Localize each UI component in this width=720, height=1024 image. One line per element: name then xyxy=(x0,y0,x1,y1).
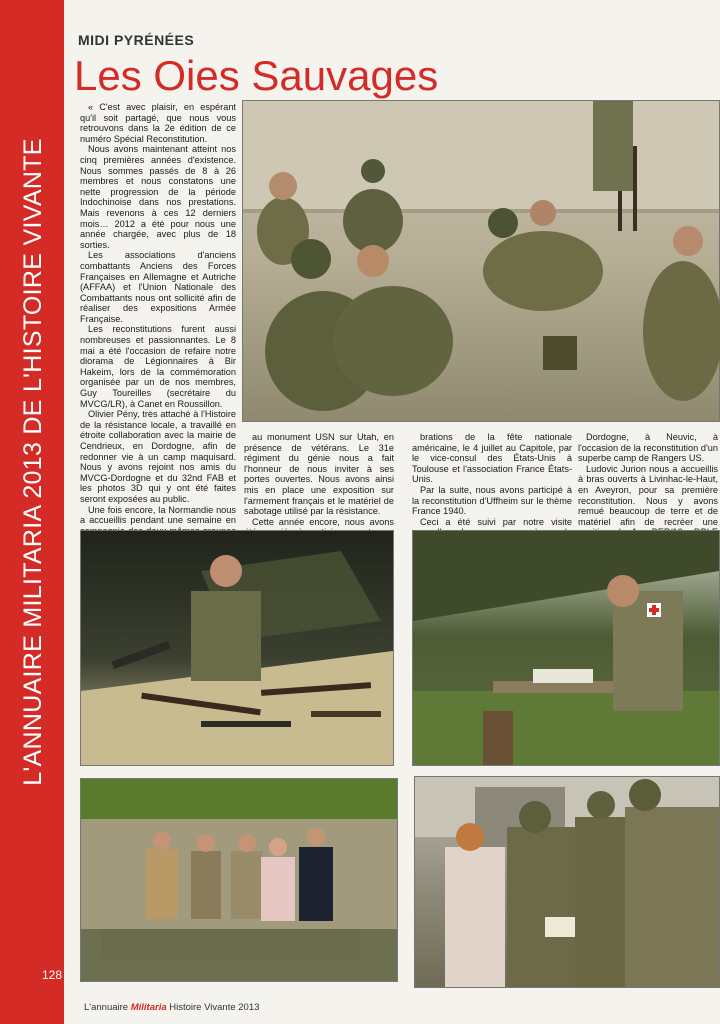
photo-weapons-display-image xyxy=(81,531,393,765)
paragraph: au monument USN sur Utah, en présence de vétérans. Le 31e régiment du génie nous a fait l'honneur de nous inviter à ses portes ouvertes. Nous avons ainsi mis en place une exposition sur l'armement français et le matériel de sabotage utilisé par la résistance. xyxy=(244,432,394,517)
paragraph: Une fois encore, la Normandie nous a accueillis pendant une semaine en xyxy=(80,504,236,526)
paragraph: Dordogne, à Neuvic, à l'occasion de la reconstitution d'un superbe camp de Rangers US. xyxy=(578,432,718,464)
footer-suffix: Histoire Vivante 2013 xyxy=(169,1002,260,1013)
article-column-2 xyxy=(244,432,394,532)
article-title: Les Oies Sauvages xyxy=(74,52,439,99)
photo-group-portrait-image xyxy=(81,779,397,981)
magazine-title-vertical: L'ANNUAIRE MILITARIA 2013 DE L'HISTOIRE VIVANTE xyxy=(19,138,47,786)
paragraph: Ludovic Jurion nous a accueillis à bras ouverts à Livinhac-le-Haut, en Aveyron, pour sa première reconstitution. Nous y avons remué beaucoup de terre et de matériel afin de recréer une xyxy=(578,463,718,527)
section-label: MIDI PYRÉNÉES xyxy=(78,32,195,48)
article-column-1 xyxy=(80,102,236,526)
page-number: 128 xyxy=(42,968,63,982)
photo-group-portrait xyxy=(80,778,398,982)
photo-soldiers-with-map xyxy=(414,776,720,988)
photo-soldiers-resting-image xyxy=(243,101,719,421)
article-column-3 xyxy=(412,432,572,532)
sidebar-band xyxy=(0,0,64,1024)
paragraph: Cette année encore, nous avons xyxy=(252,516,394,527)
paragraph: Par la suite, nous avons participé à la reconstitution d'Uffheim sur le thème France 1940. xyxy=(412,484,572,517)
paragraph: Nous avons maintenant atteint nos cinq premières années d'existence. Nous sommes passés de 8 à 26 membres et nous constatons une nette progression de la période Indochinoise dans nos prestations. Mais revenons à ces 12 derniers mois… 2012 a été pour nous une année chargée, avec plus de 18 sorties. xyxy=(80,144,236,250)
paragraph: Olivier Pény, très attaché à l'Histoire de la résistance locale, a travaillé en étroite collaboration avec la mairie de Cendrieux, en Dordogne, afin de redonner vie à un camp maquisard. Nous y avons rejoint nos amis du MVCG-Dordogne et du 32nd FAB et les photos 3D qui y ont été faites seront exposées au public. xyxy=(80,409,236,504)
paragraph: Ceci a été suivi par notre visite xyxy=(420,516,572,527)
paragraph: Les associations d'anciens combattants Anciens des Forces Françaises en Allemagne et Autriche (AFFAA) et l'Union Nationale des Combattants nous ont sollicité afin de réaliser des expositions Armée Française. xyxy=(80,250,236,324)
paragraph: Les reconstitutions furent aussi nombreuses et passionnantes. Le 8 mai a été l'occasion de refaire notre diorama de Légionnaires à Bir Hakeim, lors de la commémoration organisée par un de nos membres, Guy Toureilles (secrétaire du MVCG/LR), à Canet en Roussillon. xyxy=(80,324,236,409)
photo-weapons-display xyxy=(80,530,394,766)
photo-medic-tent-image xyxy=(413,531,719,765)
footer-brand: Militaria xyxy=(130,1002,167,1013)
photo-soldiers-resting xyxy=(242,100,720,422)
photo-medic-tent xyxy=(412,530,720,766)
footer-prefix: L'annuaire xyxy=(84,1002,129,1013)
photo-soldiers-with-map-image xyxy=(415,777,719,987)
paragraph: « C'est avec plaisir, en espérant qu'il soit partagé, que nous vous retrouvons dans la 2e édition de ce numéro Spécial Reconstitution. xyxy=(80,102,236,144)
page-footer xyxy=(84,1002,259,1013)
article-column-4 xyxy=(578,432,718,532)
paragraph: brations de la fête nationale américaine, le 4 juillet au Capitole, par le vice-consul des États-Unis à Toulouse et l'association France États-Unis. xyxy=(412,432,572,485)
